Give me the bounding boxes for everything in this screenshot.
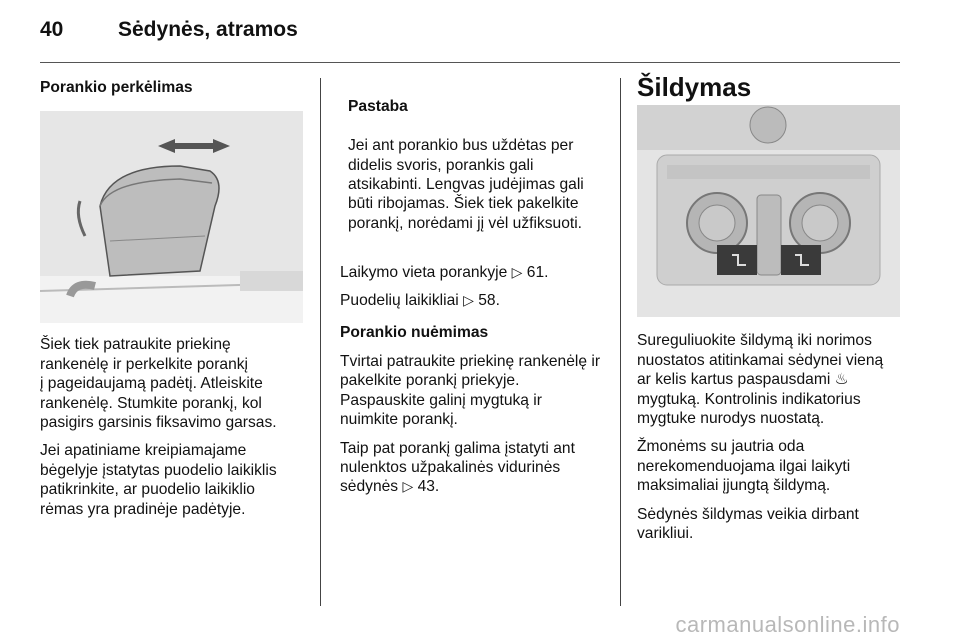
paragraph-heating-3: Sėdynės šildymas veikia dirbant varikliui. <box>637 505 859 543</box>
page-reference-icon: ▷ <box>402 478 414 495</box>
paragraph-armrest-remove-2 <box>340 439 610 497</box>
seat-heating-icon: ♨ <box>834 371 849 389</box>
reference-cupholders <box>340 291 610 310</box>
paragraph-heating-2: Žmonėms su jautria oda nerekomenduojama ilgai laikyti maksimaliai įjungtą šildymą. <box>637 438 851 495</box>
chapter-title: Sėdynės, atramos <box>118 18 298 41</box>
note-title: Pastaba <box>348 98 408 116</box>
section-heading-armrest-move: Porankio perkėlimas <box>40 79 193 96</box>
column-left <box>40 78 305 528</box>
page-reference-icon: ▷ <box>511 263 523 280</box>
paragraph-heating-1b: mygtuką. Kontrolinis indikatorius mygtuke nurodys nuostatą. <box>637 390 861 428</box>
section-heading-armrest-remove: Porankio nuėmimas <box>340 324 489 342</box>
column-divider-1 <box>320 78 321 606</box>
note-block <box>340 78 610 253</box>
paragraph-armrest-remove-2-text: Taip pat porankį galima įstatyti ant nulenktos užpakalinės vidurinės sėdynės <box>340 439 575 496</box>
watermark: carmanualsonline.info <box>675 612 900 637</box>
column-right <box>637 72 902 552</box>
page-number: 40 <box>40 18 64 41</box>
paragraph-heating-1 <box>637 331 902 428</box>
header-rule <box>40 62 900 63</box>
column-middle <box>340 78 610 506</box>
armrest-illustration <box>40 111 303 323</box>
paragraph-armrest-move-2: Jei apatiniame kreipiamajame bėgelyje įstatytas puodelio laikiklis patikrinkite, ar puodelio laikiklio rėmas yra pradinėje padėtyje. <box>40 442 277 518</box>
section-title-heating: Šildymas <box>637 72 752 102</box>
paragraph-armrest-remove-1: Tvirtai patraukite priekinę rankenėlę ir pakelkite porankį priekyje. Paspauskite galinį mygtuką ir nuimkite porankį. <box>340 352 601 429</box>
paragraph-armrest-remove-2-page: 43. <box>417 478 440 496</box>
reference-cupholders-text: Puodelių laikikliai <box>340 292 459 310</box>
column-divider-2 <box>620 78 621 606</box>
reference-storage-page: 61. <box>526 263 549 281</box>
reference-cupholders-page: 58. <box>478 292 500 310</box>
paragraph-heating-1a: Sureguliuokite šildymą iki norimos nuostatos atitinkamai sėdynei vieną ar kelis kartus paspausdami <box>637 332 884 389</box>
note-body: Jei ant porankio bus uždėtas per didelis svoris, porankis gali atsikabinti. Lengvas judėjimas gali būti ribojamas. Šiek tiek pakelkite porankį, norėdami jį vėl užfiksuoti. <box>348 137 584 232</box>
reference-storage <box>340 263 610 282</box>
climate-control-panel-illustration <box>637 105 900 317</box>
paragraph-armrest-move-1: Šiek tiek patraukite priekinę rankenėlę ir perkelkite porankį į pageidaujamą padėtį. Atleiskite rankenėlę. Stumkite porankį, kol pasigirs garsinis fiksavimo garsas. <box>40 336 277 432</box>
reference-storage-text: Laikymo vieta porankyje <box>340 263 508 281</box>
page-reference-icon: ▷ <box>463 292 474 309</box>
